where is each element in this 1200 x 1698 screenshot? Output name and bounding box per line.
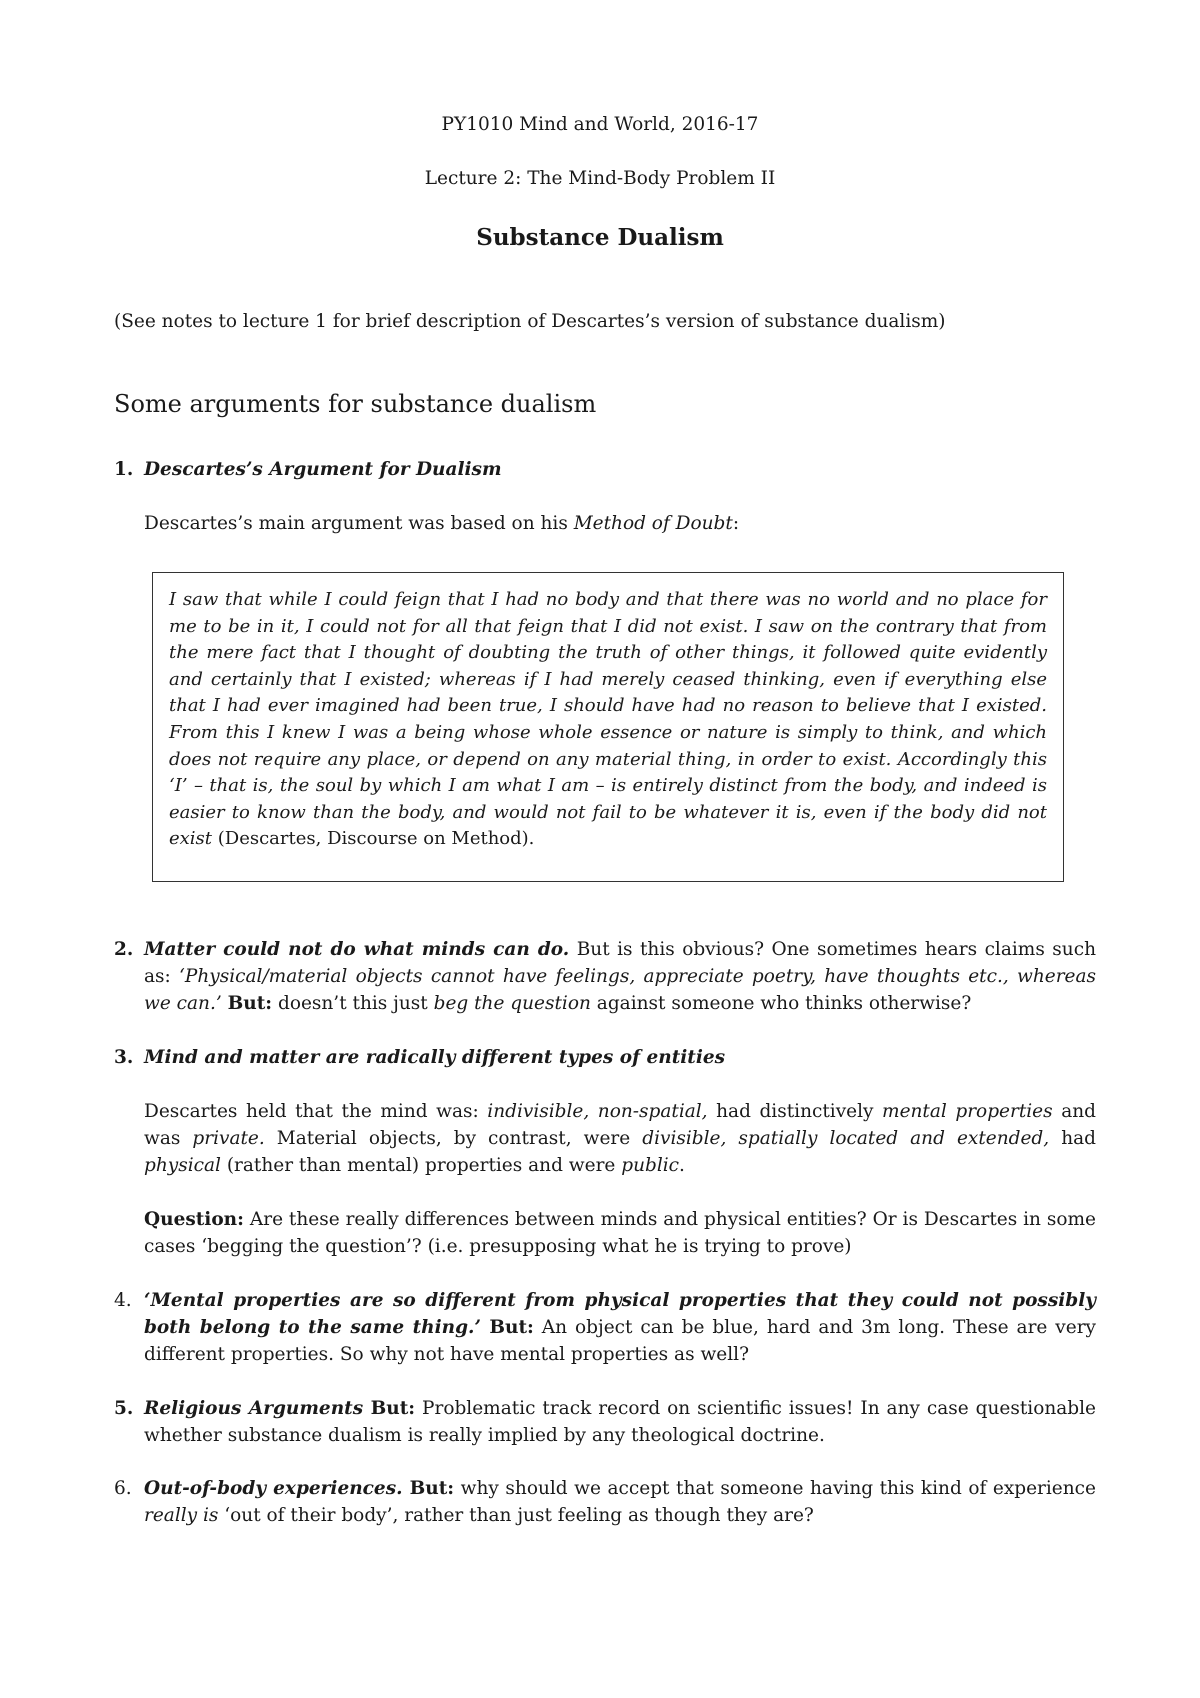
argument-text: Matter could not do what minds can do. But is this obvious? One sometimes hears claims such as: ‘Physical/material objects cannot have feelings, appreciate poetry, have thoughts etc., whereas we can.’ But: doesn’t this just beg the question against someone who thinks otherwise? bbox=[144, 939, 1097, 1014]
argument-4 bbox=[114, 1287, 1096, 1368]
argument-heading: ‘Mental properties are so different from physical properties that they could not possibly both belong to the same thing.’ bbox=[144, 1290, 1096, 1338]
argument-text: Descartes’s main argument was based on his Method of Doubt: bbox=[144, 513, 740, 534]
argument-6 bbox=[114, 1475, 1096, 1529]
argument-heading: Religious Arguments bbox=[144, 1398, 364, 1419]
item-number: 4. bbox=[114, 1290, 132, 1311]
argument-text: ‘Mental properties are so different from physical properties that they could not possibly both belong to the same thing.’ But: An object can be blue, hard and 3m long. These are very different properties. So why not have mental properties as well? bbox=[144, 1290, 1097, 1365]
argument-heading: Matter could not do what minds can do. bbox=[144, 939, 570, 960]
argument-1 bbox=[114, 456, 1096, 537]
document-title: Substance Dualism bbox=[476, 224, 724, 251]
item-number: 2. bbox=[114, 939, 134, 960]
descartes-quote-box bbox=[152, 572, 1064, 882]
item-number: 3. bbox=[114, 1047, 134, 1068]
lecture-title: Lecture 2: The Mind-Body Problem II bbox=[424, 168, 776, 189]
argument-text: Descartes held that the mind was: indivisible, non-spatial, had distinctively mental properties and was private. Material objects, by contrast, were divisible, spatially located and extended, had physical (rather than mental) properties and were public. bbox=[144, 1101, 1096, 1176]
argument-heading: Out-of-body experiences. bbox=[144, 1478, 403, 1499]
argument-heading: Descartes’s Argument for Dualism bbox=[144, 459, 502, 480]
quote-source: (Descartes, Discourse on Method). bbox=[212, 828, 535, 850]
intro-note: (See notes to lecture 1 for brief description of Descartes’s version of substance dualism) bbox=[114, 311, 946, 332]
argument-2 bbox=[114, 936, 1096, 1017]
item-number: 5. bbox=[114, 1398, 134, 1419]
argument-text: Out-of-body experiences. But: why should we accept that someone having this kind of experience really is ‘out of their body’, rather than just feeling as though they are? bbox=[144, 1478, 1096, 1526]
argument-5 bbox=[114, 1395, 1096, 1449]
argument-heading: Mind and matter are radically different types of entities bbox=[144, 1047, 726, 1068]
item-number: 1. bbox=[114, 459, 134, 480]
section-heading: Some arguments for substance dualism bbox=[114, 390, 597, 418]
quote-text: I saw that while I could feign that I had no body and that there was no world and no place for me to be in it, I could not for all that feign that I did not exist. I saw on the contrary that from the mere fact that I thought of doubting the truth of other things, it followed quite evidently and certainly that I existed; whereas if I had merely ceased thinking, even if everything else that I had ever imagined had been true, I should have had no reason to believe that I existed. From this I knew I was a being whose whole essence or nature is simply to think, and which does not require any place, or depend on any material thing, in order to exist. Accordingly this ‘I’ – that is, the soul by which I am what I am – is entirely distinct from the body, and indeed is easier to know than the body, and would not fail to be whatever it is, even if the body did not exist bbox=[169, 589, 1047, 850]
argument-text: Religious Arguments But: Problematic track record on scientific issues! In any case questionable whether substance dualism is really implied by any theological doctrine. bbox=[144, 1398, 1097, 1446]
question-text: Question: Are these really differences between minds and physical entities? Or is Descartes in some cases ‘begging the question’? (i.e. presupposing what he is trying to prove) bbox=[144, 1209, 1096, 1257]
item-number: 6. bbox=[114, 1478, 132, 1499]
course-title: PY1010 Mind and World, 2016-17 bbox=[441, 114, 759, 135]
argument-3 bbox=[114, 1044, 1096, 1260]
